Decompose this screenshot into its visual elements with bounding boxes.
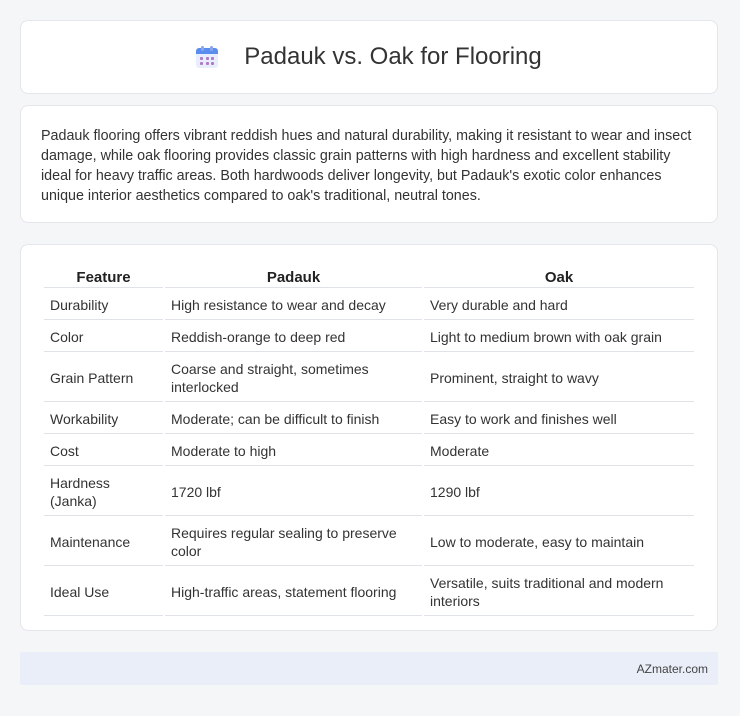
cell-padauk: High resistance to wear and decay — [165, 290, 422, 320]
cell-padauk: Coarse and straight, sometimes interlocked — [165, 354, 422, 402]
cell-padauk: Reddish-orange to deep red — [165, 322, 422, 352]
cell-oak: Light to medium brown with oak grain — [424, 322, 694, 352]
cell-padauk: Moderate to high — [165, 436, 422, 466]
title-card — [20, 20, 718, 94]
cell-oak: Very durable and hard — [424, 290, 694, 320]
cell-oak: Low to moderate, easy to maintain — [424, 518, 694, 566]
cell-oak: Moderate — [424, 436, 694, 466]
comparison-table — [42, 265, 696, 618]
cell-oak: Easy to work and finishes well — [424, 404, 694, 434]
cell-oak: Versatile, suits traditional and modern interiors — [424, 568, 694, 616]
table-row — [44, 322, 694, 352]
table-row — [44, 568, 694, 616]
cell-feature: Hardness (Janka) — [44, 468, 163, 516]
summary-text: Padauk flooring offers vibrant reddish hues and natural durability, making it resistant to wear and insect damage, while oak flooring provides classic grain patterns with high hardness and excellent stability ideal for heavy traffic areas. Both hardwoods deliver longevity, but Padauk's exotic color enhances unique interior aesthetics compared to oak's traditional, neutral tones. — [41, 128, 692, 204]
table-row — [44, 436, 694, 466]
header-oak: Oak — [424, 267, 694, 288]
cell-oak: 1290 lbf — [424, 468, 694, 516]
cell-padauk: Requires regular sealing to preserve color — [165, 518, 422, 566]
comparison-table-card — [20, 244, 718, 631]
page-title: Padauk vs. Oak for Flooring — [244, 43, 542, 70]
footer-brand: AZmater.com — [636, 661, 708, 676]
cell-padauk: Moderate; can be difficult to finish — [165, 404, 422, 434]
cell-feature: Ideal Use — [44, 568, 163, 616]
cell-feature: Cost — [44, 436, 163, 466]
cell-padauk: 1720 lbf — [165, 468, 422, 516]
table-header-row — [44, 267, 694, 288]
cell-feature: Grain Pattern — [44, 354, 163, 402]
cell-padauk: High-traffic areas, statement flooring — [165, 568, 422, 616]
cell-feature: Workability — [44, 404, 163, 434]
header-feature: Feature — [44, 267, 163, 288]
cell-feature: Color — [44, 322, 163, 352]
table-row — [44, 354, 694, 402]
cell-feature: Durability — [44, 290, 163, 320]
table-row — [44, 468, 694, 516]
cell-oak: Prominent, straight to wavy — [424, 354, 694, 402]
table-row — [44, 518, 694, 566]
cell-feature: Maintenance — [44, 518, 163, 566]
table-row — [44, 290, 694, 320]
calendar-icon — [196, 46, 218, 68]
table-row — [44, 404, 694, 434]
summary-card — [20, 105, 718, 223]
footer — [20, 652, 718, 685]
header-padauk: Padauk — [165, 267, 422, 288]
